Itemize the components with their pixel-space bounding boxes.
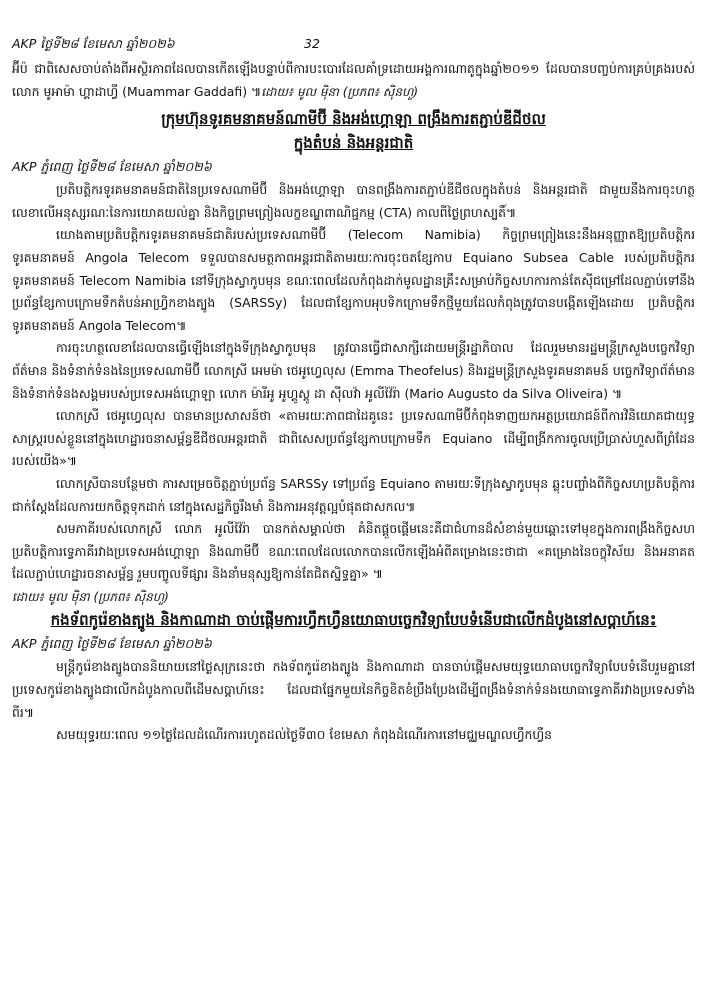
article-title — [12, 608, 695, 632]
carryover-paragraph — [12, 58, 695, 103]
byline: ដោយ៖ មូល ម៉ិនា (ប្រភព៖ ស៊ិនហួ) — [261, 84, 419, 99]
article-title-line: ហ៍នេះ — [621, 611, 657, 630]
paragraph: សមភាគីរបស់លោកស្រី លោក អូលីវ៉ៃរ៉ា បានកត់សម្គាល់ថា គំនិតផ្តួចផ្តើមនេះគឺជាជំហានដ៏សំខាន់មួយឆ្ពោះទៅមុខក្នុងការពង្រឹងកិច្ចសហប្រតិបត្តិការទ្វេភាគីរវាងប្រទេសអង់ហ្គោឡា និងណាមីប៊ី ខណៈពេលដែលលោកបានលើកឡើងអំពីគម្រោងនេះថាជា «គម្រោងនៃចក្ខុវិស័យ និងអនាគត ដែលភ្ជាប់ហេដ្ឋារចនាសម្ព័ន្ធ រួមបញ្ចូលទីផ្សារ និងនាំមនុស្សឱ្យកាន់តែជិតស្និទ្ធគ្នា» ៕ — [12, 521, 695, 582]
paragraph: ប្រតិបត្តិករទូរគមនាគមន៍ជាតិនៃប្រទេសណាមីប៊ី និងអង់ហ្គោឡា បានពង្រឹងការតភ្ជាប់ឌីជីថលក្នុងតំបន់ និងអន្តរជាតិ ជាមួយនឹងការចុះហត្ថលេខាលើអនុស្សរណៈនៃការយោគយល់គ្នា និងកិច្ចព្រមព្រៀងលក្ខខណ្ឌពាណិជ្ជកម្ម (CTA) កាលពីថ្ងៃព្រហស្បតិ៍៕ — [12, 182, 695, 220]
paragraph: លោកស្រីបានបន្ថែមថា ការសម្រេចចិត្តភ្ជាប់ប្រព័ន្ធ SARSSy ទៅប្រព័ន្ធ Equiano តាមរយៈទីក្រុងស្វាកូបមុន ឆ្លុះបញ្ចាំងពីកិច្ចសហប្រតិបត្តិការជាក់ស្តែងដែលការយកចិត្តទុកដាក់ នៅក្នុងសេដ្ឋកិច្ចរឹងមាំ និងការអនុវត្តល្អបំផុតជាសកល៕ — [12, 475, 695, 514]
paragraph: មន្ត្រីកូរ៉េខាងត្បូងបាននិយាយនៅថ្ងៃសុក្រនេះថា កងទ័ពកូរ៉េខាងត្បូង និងកាណាដា បានចាប់ផ្តើមសមយុទ្ធយោធាបច្ចេកវិទ្យាបែបទំនើបរួមគ្នានៅប្រទេសកូរ៉េខាងត្បូងជាលើកដំបូងកាលពីដើមសប្តាហ៍នេះ ដែលជាផ្នែកមួយនៃកិច្ចខិតខំប្រឹងប្រែងដើម្បីពង្រឹងទំនាក់ទំនងយោធាទ្វេភាគីរវាងប្រទេសទាំងពីរ៕ — [12, 659, 695, 720]
dateline: AKP ភ្នំពេញ ថ្ងៃទី២៨ ខែមេសា ឆ្នាំ២០២៦ — [12, 636, 212, 652]
dateline: AKP ភ្នំពេញ ថ្ងៃទី២៨ ខែមេសា ឆ្នាំ២០២៦ — [12, 159, 212, 175]
article-title-line: ក្នុងតំបន់ និងអន្តរជាតិ — [293, 134, 414, 153]
article-title-line: ក្រុមហ៊ុនទូរគមនាគមន៍ណាមីប៊ី និងអង់ហ្គោឡា ពង្រឹងការតភ្ជាប់ឌីជីថល — [161, 110, 546, 129]
document-body — [12, 58, 695, 747]
page-number: 32 — [304, 36, 320, 51]
paragraph: លោកស្រី ថេអូហ្វេលុស បានមានប្រសាសន៍ថា «តាមរយៈភាពជាដៃគូនេះ ប្រទេសណាមីប៊ីកំពុងទាញយកអត្ថប្រយោជន៍ពីការវិនិយោគជាយុទ្ធសាស្ត្ររបស់ខ្លួននៅក្នុងហេដ្ឋារចនាសម្ព័ន្ធឌីជីថលអន្តរជាតិ ជាពិសេសប្រព័ន្ធខ្សែកាបក្រោមទឹក Equiano ដើម្បីពង្រីកការចូលប្រើប្រាស់ហួសពីព្រំដែនរបស់យើង»៕ — [12, 408, 695, 469]
issue-header: AKP ថ្ងៃទី២៨ ខែមេសា ឆ្នាំ២០២៦ — [12, 36, 175, 51]
paragraph: ការចុះហត្ថលេខាដែលបានធ្វើឡើងនៅក្នុងទីក្រុងស្វាកូបមុន ត្រូវបានធ្វើជាសាក្សីដោយមន្ត្រីរដ្ឋាភិបាល ដែលរួមមានរដ្ឋមន្ត្រីក្រសួងបច្ចេកវិទ្យាព័ត៌មាន និងទំនាក់ទំនងនៃប្រទេសណាមីប៊ី លោកស្រី អេមម៉ា ថេអូហ្វេលុស (Emma Theofelus) និងរដ្ឋមន្ត្រីក្រសួងទូរគមនាគមន៍ បច្ចេកវិទ្យាព័ត៌មាន និងទំនាក់ទំនងសង្គមរបស់ប្រទេសអង់ហ្គោឡា លោក ម៉ារីអូ អូហ្គូស្តូ ដា ស៊ីលវ៉ា អូលីវ៉ៃរ៉ា (Mario Augusto da Silva Oliveira) ៕ — [12, 340, 695, 401]
paragraph: យោងតាមប្រតិបត្តិករទូរគមនាគមន៍ជាតិរបស់ប្រទេសណាមីប៊ី (Telecom Namibia) កិច្ចព្រមព្រៀងនេះនឹងអនុញ្ញាតឱ្យប្រតិបត្តិករទូរគមនាគមន៍ Angola Telecom ទទួលបានសមត្ថភាពអន្តរជាតិតាមរយៈការចុះចតខ្សែកាប Equiano Subsea Cable របស់ប្រតិបត្តិករទូរគមនាគមន៍ Telecom Namibia នៅទីក្រុងស្វាកូបមុន ខណៈពេលដែលកំពុងដាក់មូលដ្ឋានគ្រឹះសម្រាប់កិច្ចសហការកាន់តែស៊ីជម្រៅដែលភ្ជាប់ទៅនឹងប្រព័ន្ធខ្សែកាបក្រោមទឹកតំបន់អាហ្វ្រិកខាងត្បូង (SARSSy) ដែលជាខ្សែកាបអុបទិកក្រោមទឹកថ្មីមួយដែលកំពុងត្រូវបានបង្កើតឡើងដោយ ប្រតិបត្តិករទូរគមនាគមន៍ Angola Telecom៕ — [12, 227, 695, 333]
byline: ដោយ៖ មូល ម៉ិនា (ប្រភព៖ ស៊ិនហួ) — [12, 589, 169, 604]
carryover-text: អ៊ីប៉ ជាពិសេសចាប់តាំងពីអស្ថិរភាពដែលបានកើតឡើងបន្ទាប់ពីការបះបោរដែលគាំទ្រដោយអង្គការណាតូក្នុងឆ្នាំ២០១១ ដែលបានបញ្ចប់ការគ្រប់គ្រងរបស់ លោក មូអាម៉ា ហ្គាដាហ្វី (Muammar Gaddafi) ៕ — [12, 61, 695, 99]
article-title-line: កងទ័ពកូរ៉េខាងត្បូង និងកាណាដា ចាប់ផ្តើមការហ្វឹកហ្វឺនយោធាបច្ចេកវិទ្យាបែបទំនើបជាលើកដំបូងនៅសប្តា — [50, 611, 622, 630]
article-title — [12, 107, 695, 155]
paragraph: សមយុទ្ធរយៈពេល ១១ថ្ងៃដែលដំណើរការរហូតដល់ថ្ងៃទី៣០ ខែមេសា កំពុងដំណើរការនៅមជ្ឈមណ្ឌលហ្វឹកហ្វឺន — [56, 727, 553, 743]
